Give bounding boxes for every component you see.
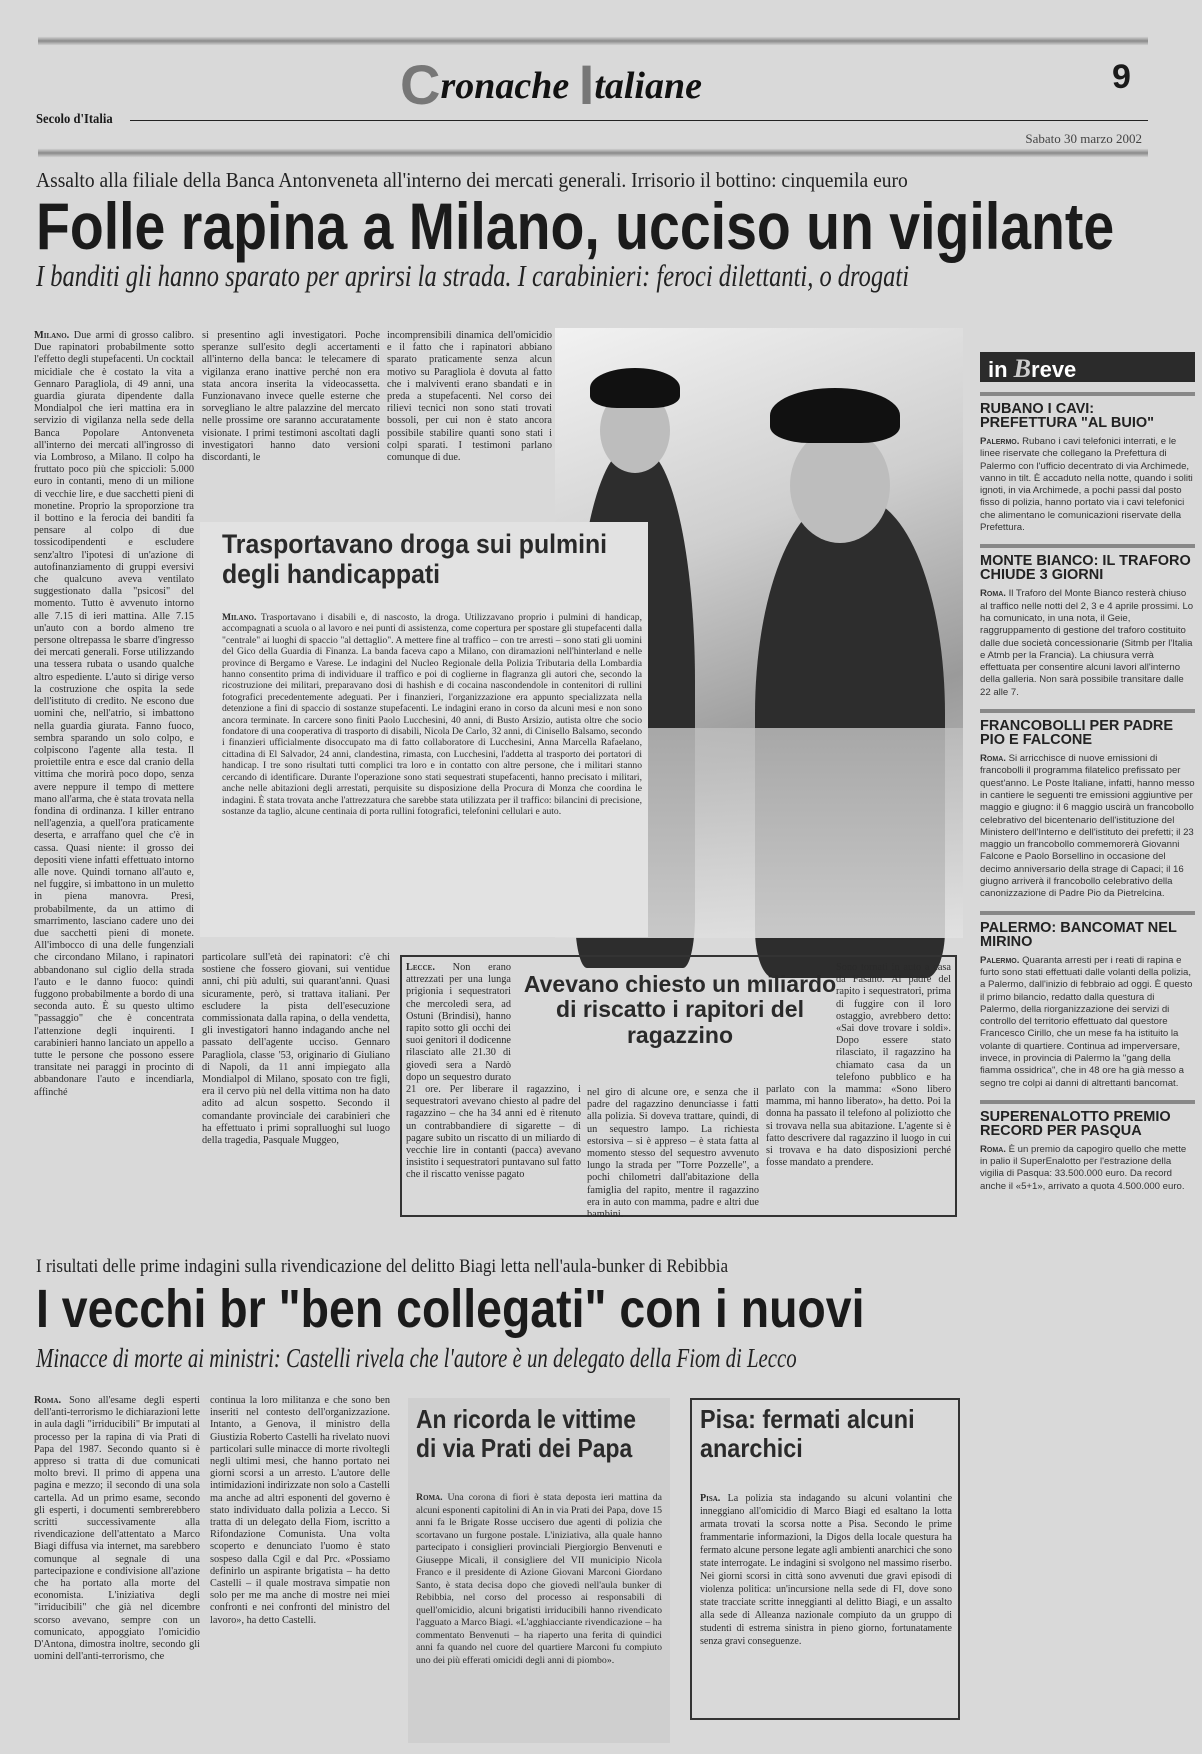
dateline: Milano. [34,330,70,341]
title-initial: B [1013,354,1032,383]
dateline: Roma. [34,1395,62,1406]
brief-text: È un premio da capogiro quello che mette in palio il SuperEnalotto per l'estrazione della vigilia di Pasqua: 33.500.000 euro. Da record anche il «5+1», arrivato a quota 4.500.000 euro. [980,1143,1187,1192]
brief-headline: FRANCOBOLLI PER PADRE PIO E FALCONE [980,709,1195,747]
lead-kicker: Assalto alla filiale della Banca Antonveneta all'interno dei mercati generali. Irrisorio il bottino: cinquemila euro [36,168,908,192]
article-text: Sono tornati in auto a casa da Fasano. Al padre del rapito i sequestratori, prima di fuggire con il loro ostaggio, avrebbero detto: «Sai dove trovare i soldi». Dopo essere stato rilasciato, il ragazzino ha chiamato casa da un telefono pubblico e ha parlato con la mamma: «Sono libero mamma, mi hanno liberato», ha detto. Poi la donna ha passato il telefono al poliziotto che si trovava nella sua abitazione. L'agente si è fatto descrivere dal ragazzino il luogo in cui si trovava e ha dato disposizioni perché fosse mandato a prendere. [766,962,951,1169]
kidnap-column-3 [766,962,951,1212]
brief-item [980,911,1195,1090]
page-number: 9 [1112,58,1131,96]
lead-column-4 [202,952,390,1210]
brief-item [980,392,1195,534]
dateline: Palermo. [980,436,1020,447]
article-text: particolare sull'età dei rapinatori: c'è chi sostiene che fossero giovani, sui ventidue anni, chi più adulti, sui quarant'anni. Quasi sicuramente, però, si trattava italiani. Per escludere la pista dell'esecuzione commissionata dalla rapina, o della vendetta, gli investigatori hanno indagando anche nel passato dell'agente ucciso. Gennaro Paragliola, classe '53, originario di Giuliano di Napoli, da 11 anni impiegato alla Mondialpol di Milano, sposato con tre figli, era il cervo più nel della vittima non ha dato adito ad alcun sospetto. Secondo il comandante provinciale dei carabinieri che ha effettuato i primi sopralluoghi sul luogo della tragedia, Pasquale Muggeo, [202,952,390,1147]
masthead-logo: Secolo d'Italia [36,112,113,127]
br-kicker: I risultati delle prime indagini sulla rivendicazione del delitto Biagi letta nell'aula-bunker di Rebibbia [36,1256,729,1277]
section-word: taliane [594,65,702,107]
section-initial: C [400,53,441,116]
header-band-bottom [38,148,1148,158]
pisa-body [700,1492,952,1714]
pisa-headline: Pisa: fermati alcuni anarchici [700,1404,915,1463]
kidnap-column-1 [406,962,581,1212]
lead-column-3 [387,330,552,490]
header-band-top [38,36,1148,46]
header-rule [130,120,1148,121]
article-text: Due armi di grosso calibro. Due rapinatori probabilmente sotto l'effetto degli stupefacenti. Un cocktail micidiale che è costato la vita a Gennaro Paragliola, di 49 anni, una guardia giurata dipendente dalla Mondialpol che ieri mattina era in servizio di vigilanza nella sede della Banca Popolare Antonveneta all'interno dei mercati all'ingrosso di via Lombroso, a Milano. Il colpo ha fruttato poco più che spiccioli: 5.000 euro in contanti, meno di un milione di vecchie lire, e due sacchetti pieni di monetine. Proprio la sproporzione tra il bottino e la ferocia dei banditi fa pensare al colpo di due tossicodipendenti e escludere senz'altro l'ipotesi di un'azione di autofinanziamento di gruppi eversivi che qualcuno aveva ventilato suggestionato dalla "psicosi" del momento. Tutto è avvenuto intorno alle 7.15 di ieri mattina. Alle 7.15 un'auto con a bordo almeno tre persone oltrepassa le sbarre d'ingresso dei mercati generali. Forse utilizzando una tessera rubata o usando qualche altro espediente. L'auto si dirige verso la costruzione che ospita la sede dell'istituto di credito. Ne escono due uomini che, nell'atrio, si imbattono nella guardia giurata. Fanno fuoco, sembra sparando un solo colpo, e colpiscono l'agente alla testa. Il proiettile entra e esce dal cranio della vittima che morirà poco dopo, senza avere neppure il tempo di mettere mano all'arma, che è stata trovata nella fondina di ordinanza. I killer entrano nell'agenzia, a quell'ora praticamente deserta, e arraffano quel che c'è in cassa. Quasi niente: il grosso dei depositi viene infatti effettuato intorno alle nove. Quindi tornano all'auto e, nel fuggire, si imbattono in un muletto in piena manovra. Presi, probabilmente, da un attimo di smarrimento, lasciano cadere uno dei due sacchetti pieni di monete. All'imbocco di una delle fungenziali che circondano Milano, i rapinatori abbandonano sul ciglio della strada l'auto e le danno fuoco: quindi fuggono probabilmente a bordo di una seconda auto. È su questo ultimo "passaggio" che è concentrata l'attenzione degli inquirenti. I carabinieri hanno lanciato un appello a tutte le persone che possono essere transitate nei paraggi in procinto di abbandonare l'auto e incendiarla, affinché [34,330,194,1098]
section-title [400,52,702,117]
article-text: La polizia sta indagando su alcuni volantini che inneggiano all'omicidio di Marco Biagi ed esaltano la lotta armata trovati la scorsa notte a Pisa. Secondo le prime frammentarie informazioni, la Digos della locale questura ha fermato alcune persone legate agli ambienti anarchici che sono state interrogate. Le indagini si svolgono nel massimo riserbo. Nei giorni scorsi in città sono avvenuti due gravi episodi di violenza politica: un'incursione nella sede di FI, dove sono state tracciate scritte inneggianti al delitto Biagi, e un assalto alla sede di Alleanza nazionale compiuto da un gruppo di studenti di estrema sinistra in pieno giorno, fortunatamente senza gravi conseguenze. [700,1493,953,1647]
brief-text: Si arricchisce di nuove emissioni di francobolli il programma filatelico prefissato per quest'anno. Le Poste Italiane, infatti, hanno messo in cantiere le seguenti tre emissioni aggiuntive per maggio e giugno: il 6 maggio uscirà un francobollo celebrativo del bicentenario dell'istituzione del Ministero dell'Interno e dell'istituto dei prefetti; il 23 maggio un francobollo commemorerà Giovanni Falcone e Paolo Borsellino in occasione del decimo anniversario della strage di Capaci; il 16 giugno arriverà il francobollo celebrativo della canonizzazione di Padre Pio da Pietrelcina. [980,753,1195,900]
brief-text: Il Traforo del Monte Bianco resterà chiuso al traffico nelle notti del 2, 3 e 4 aprile prossimi. Lo ha comunicato, in una nota, il Geie, raggruppamento di gestione del traforo costituito dalle due società concessionarie (Sitmb per l'Italia e Atmb per la Francia). La chiusura verrà effettuata per consentire alcuni lavori all'interno della galleria. Non sarà possibile transitare dalle 22 alle 7. [980,588,1194,698]
article-text: Una corona di fiori è stata deposta ieri mattina da alcuni esponenti capitolini di An in via Prati dei Papa, dove 15 anni fa le Brigate Rosse uccisero due agenti di polizia che scortavano un furgone postale. L'iniziativa, alla quale hanno partecipato i consiglieri provinciali Piergiorgio Benvenuti e Giuseppe Micali, il consigliere del VII municipio Nicola Franco e il presidente di Azione Giovani Marconi Giordano Santo, è stata decisa dopo che giovedì nell'aula bunker di Rebibbia, nel corso del processo ai responsabili di quell'omicidio, alcuni brigatisti irriducibili hanno rivendicato l'agguato a Marco Biagi. «L'agghiacciante rivendicazione – ha commentato Benvenuti – ha riaperto una ferita di quindici anni fa quando nel cuore del quartiere Marconi fu compiuto uno dei più efferati omicidi degli anni di piombo». [416,1492,663,1666]
drugs-headline: Trasportavano droga sui pulmini degli handicappati [222,529,608,589]
section-word: ronache [440,65,579,107]
dateline: Lecce. [406,962,435,973]
brief-text: Rubano i cavi telefonici interrati, e le linee riservate che collegano la Prefettura di Palermo con l'ufficio decentrato di via Archimede, vanno in tilt. È accaduto nella notte, quando i soliti ignoti, in via Archimede, a pochi passi dal posto fisso di polizia, hanno portato via i cavi telefonici che alimentano le comunicazioni riservate della Prefettura. [980,436,1193,534]
lead-deck: I banditi gli hanno sparato per aprirsi la strada. I carabinieri: feroci dilettanti, o drogati [36,258,910,293]
kidnap-headline: Avevano chiesto un miliardo di riscatto i rapitori del ragazzino [523,971,837,1048]
in-breve-column [980,352,1195,1193]
brief-headline: MONTE BIANCO: IL TRAFORO CHIUDE 3 GIORNI [980,544,1195,582]
title-part: reve [1031,357,1077,382]
dateline: Roma. [980,1143,1006,1155]
article-text: si presentino agli investigatori. Poche speranze sull'esito degli accertamenti all'interno della banca: le telecamere di vigilanza erano inattive perché non era stata ancora inserita la videocassetta. Funzionavano invece quelle esterne che sorvegliano le altre palazzine del mercato nelle prossime ore saranno accuratamente visionate. I primi testimoni ascoltati dagli investigatori hanno dato versioni discordanti, le [202,330,380,464]
brief-item [980,1100,1195,1193]
br-column-2 [210,1395,390,1745]
section-initial: I [578,53,595,116]
dateline: Roma. [416,1492,443,1503]
dateline: Roma. [980,588,1006,600]
in-breve-title [980,352,1195,382]
officer-head [790,428,890,543]
an-body [416,1492,662,1737]
brief-item [980,709,1195,901]
br-headline: I vecchi br "ben collegati" con i nuovi [36,1279,865,1339]
dateline: Milano. [222,612,257,623]
dateline: Pisa. [700,1493,721,1504]
beret [590,368,680,408]
brief-headline: RUBANO I CAVI: PREFETTURA "AL BUIO" [980,392,1195,430]
issue-date: Sabato 30 marzo 2002 [1025,131,1142,146]
beret [770,388,900,443]
dateline: Palermo. [980,954,1020,966]
brief-headline: PALERMO: BANCOMAT NEL MIRINO [980,911,1195,949]
lead-column-1 [34,330,194,1210]
title-part: in [988,357,1014,382]
article-text: nel giro di alcune ore, e senza che il padre del ragazzino denunciasse i fatti alla polizia. Si doveva trattare, quindi, di un sequestro lampo. La richiesta estorsiva – si è appreso – è stata fatta al momento stesso del sequestro avvenuto lungo la strada per "Torre Pozzelle", a pochi chilometri dall'abitazione della famiglia del rapito, mentre il ragazzino era in auto con mamma, padre e altri due bambini. [587,1087,759,1221]
lead-headline: Folle rapina a Milano, ucciso un vigilante [36,189,1115,263]
brief-text: Quaranta arresti per i reati di rapina e furto sono stati effettuati dalle volanti della polizia, a Palermo, dall'inizio di febbraio ad oggi. È questo il primo bilancio, redatto dalla questura di Palermo, della riorganizzazione dei servizi di controllo del territorio effettuato dal questore Francesco Cirillo, che un mese fa ha istituito la volante di quartiere. Continua ad imperversare, invece, in provincia di Palermo la "gang della fiamma ossidrica", che in 48 ore ha già messo a segno tre colpi ai danni di altrettanti bancomat. [980,954,1193,1089]
br-deck: Minacce di morte ai ministri: Castelli rivela che l'autore è un delegato della Fiom di Lecco [36,1343,797,1373]
article-text: Sono all'esame degli esperti dell'anti-terrorismo le dichiarazioni lette in aula dagli "irriducibili" Br imputati al processo per la rapina di via Prati di Papa del 1987. Secondo quanto si è appreso si tratta di due comunicati molto brevi. Il primo di appena una pagina e mezzo; il secondo di una sola cartella. Ad un primo esame, secondo gli esperti, i documenti sembrerebbero scritti successivamente alla rivendicazione dell'attentato a Marco Biagi diffusa via internet, ma sarebbero comunque al segnale di una partecipazione e condivisione all'azione che ha portato alla morte del economista. L'iniziativa degli "irriducibili" che già nel dicembre scorso avevano, sempre con un comunicato, appoggiato l'omicidio D'Antona, dimostra inoltre, secondo gli uomini dell'anti-terrorismo, che [34,1395,200,1663]
spacer [511,962,581,1077]
article-text: Trasportavano i disabili e, di nascosto, la droga. Utilizzavano proprio i pulmini di handicap, accompagnati a scuola o al lavoro e nei punti di assistenza, come copertura per spostare gli stupefacenti dalla "centrale" ai luoghi di spaccio "al dettaglio". A mettere fine al traffico – con tre arresti – sono stati gli uomini del Gico della Guardia di Finanza. La banda faceva capo a Milano, con diramazioni nell'hinterland e nelle province di Bergamo e Varese. Le indagini del Nucleo Regionale della Polizia Tributaria della Lombardia hanno consentito prima di individuare il traffico e poi di coglierne in flagranza gli autori che, secondo la ricostruzione dei militari, preparavano dosi di hashish e di cocaina nascondendole in contenitori di rullini fotografici precedentemente adeguati. Per i finanzieri, l'organizzazione era appunto specializzata nella detenzione a fini di spaccio di sostanze stupefacenti. Le indagini erano in corso da alcuni mesi e non sono ancora terminate. In carcere sono finiti Paolo Lucchesini, 40 anni, di Busto Arsizio, autista oltre che socio fondatore di una cooperativa di trasporto di disabili, Nicola De Carlo, 32 anni, di Cinisello Balsamo, secondo i finanzieri ufficialmente disoccupato ma di fatto collaboratore di Lucchesini, Anna Marcella Rafaelano, cittadina di El Salvador, 24 anni, clandestina, rimasta, con Lucchesini, l'addetta al trasporto dei portatori di handicap. I tre sono risultati tutti complici tra loro e in contatto con altre persone, che i militari stanno cercando di identificare. Durante l'operazione sono stati sequestrati stupefacenti, hanno precisato i militari, anche nelle abitazioni degli arrestati, perquisite su disposizione della Procura di Monza che coordina le indagini. È stata trovata anche l'attrezzatura che sarebbe stata utilizzata per il traffico: bilancini di precisione, sostanze da taglio, alcune centinaia di porta rullini fotografici, telefonini cellulari e auto. [222,612,642,817]
drugs-body [222,612,642,932]
article-text: incomprensibili dinamica dell'omicidio e il fatto che i rapinatori abbiano sparato praticamente senza alcun motivo su Paragliola è dovuta al fatto che i malviventi erano sbandati e in preda a stupefacenti. Nel corso dei rilievi tecnici non sono stati trovati bossoli, per cui non è stato ancora possibile stabilire quanti sono stati i colpi sparati. I testimoni parlano comunque di due. [387,330,552,464]
brief-headline: SUPERENALOTTO PREMIO RECORD PER PASQUA [980,1100,1195,1138]
kidnap-column-2 [587,1087,759,1221]
brief-item [980,544,1195,699]
an-headline: An ricorda le vittime di via Prati dei Papa [416,1404,636,1463]
lead-column-2 [202,330,380,490]
spacer [766,962,836,1080]
article-text: continua la loro militanza e che sono ben inseriti nel contesto dell'organizzazione. Intanto, a Genova, il ministro della Giustizia Roberto Castelli ha rivelato nuovi particolari sulle minacce di morte rivoltegli negli ultimi mesi, che hanno portato nei giorni scorsi a un arresto. L'autore delle intimidazioni indirizzate non solo a Castelli ma anche ad altri esponenti del governo è stato individuato dalla polizia a Lecco. Si tratta di un delegato della Fiom, iscritto a Rifondazione Comunista. Una volta scoperto e denunciato l'uomo è stato sospeso dalla Cgil e dal Prc. «Possiamo definirlo un aspirante brigatista – ha detto Castelli – il quale mostrava simpatie non solo per me ma anche di mostre nei miei confronti e nei confronti del ministro del lavoro», ha detto Castelli. [210,1395,390,1626]
dateline: Roma. [980,753,1006,765]
article-text: Non erano attrezzati per una lunga prigionia i sequestratori che mercoledì sera, ad Ostuni (Brindisi), hanno rapito sotto gli occhi dei suoi genitori il dodicenne rilasciato alle 21.30 di giovedì sera a Nardò dopo un sequestro durato 21 ore. Per liberare il ragazzino, i sequestratori avevano chiesto al padre del ragazzino – che ha 34 anni ed è ritenuto un contrabbandiere di sigarette – di pagare subito un riscatto di un miliardo di vecchie lire in contanti (pacca) avevano insistito i sequestratori puntavano sul fatto che il riscatto venisse pagato [406,962,581,1181]
br-column-1 [34,1395,200,1745]
